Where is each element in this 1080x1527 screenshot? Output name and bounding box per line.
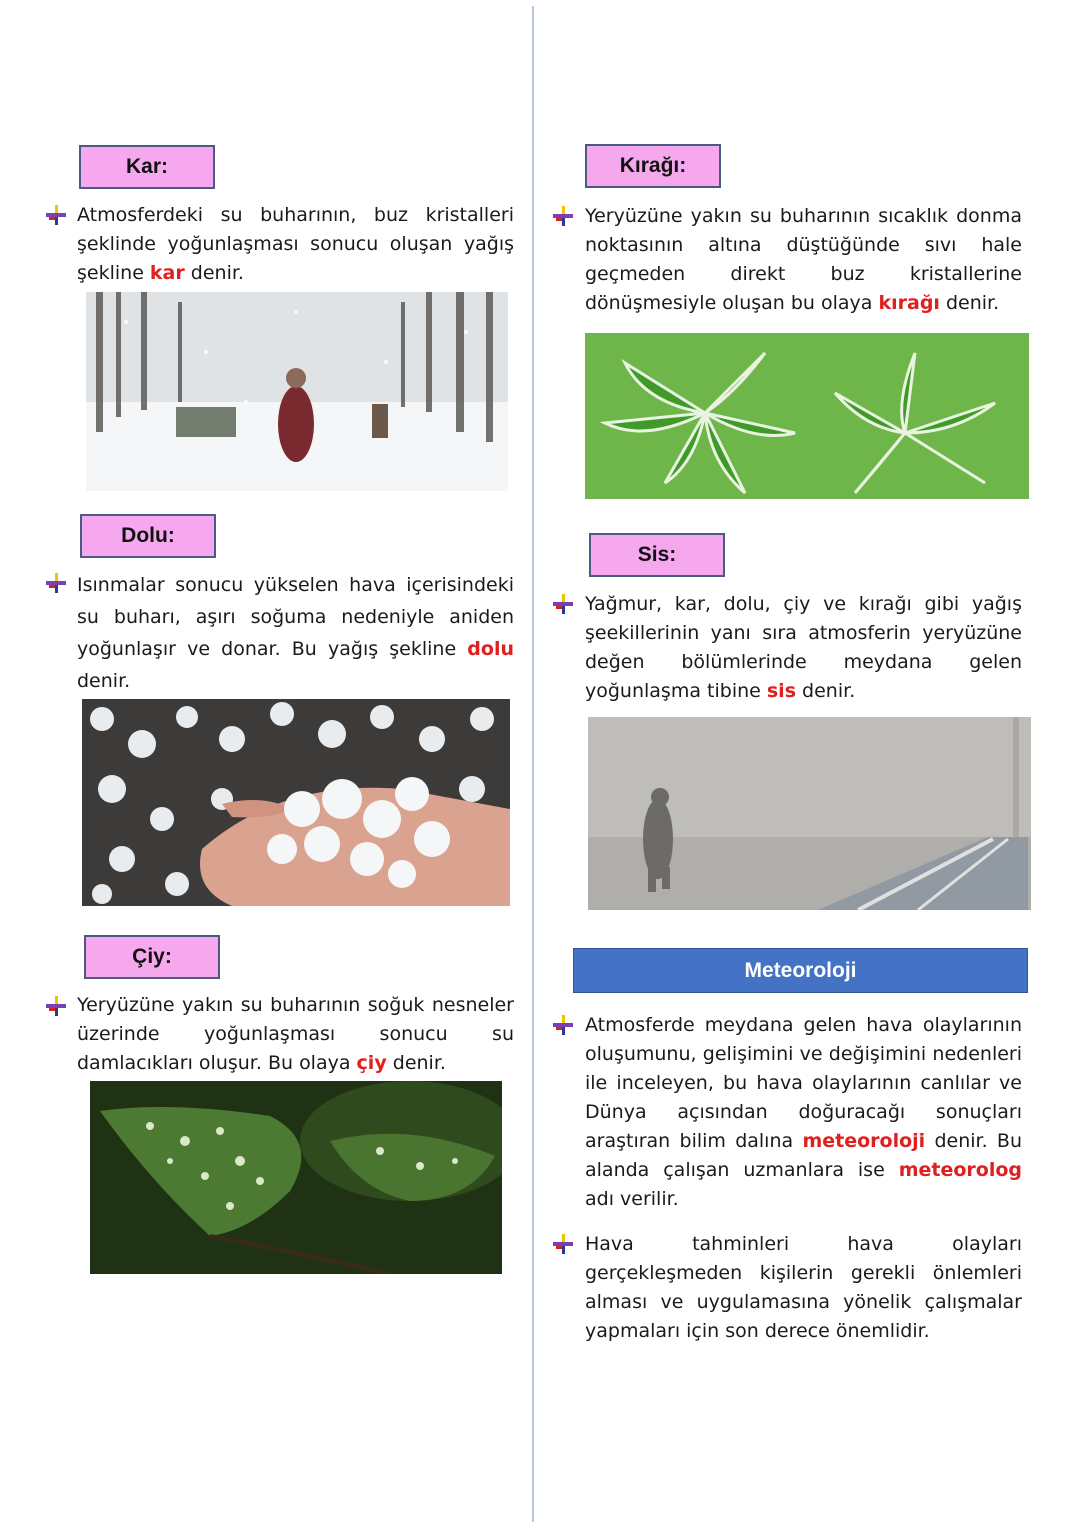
meteoroloji-banner — [573, 948, 1028, 993]
kiragi-title: Kırağı: — [619, 154, 687, 177]
ciy-paragraph: Yeryüzüne yakın su buharının soğuk nesneler üzerinde yoğunlaşması sonucu su damlacıkları oluşur. Bu olaya çiy denir. — [77, 994, 514, 1074]
bullet-icon — [45, 995, 67, 1017]
dolu-label — [80, 514, 216, 558]
bullet-icon — [552, 1233, 574, 1255]
sis-title: Sis: — [637, 543, 677, 566]
dolu-title: Dolu: — [121, 524, 175, 547]
column-divider — [532, 6, 534, 1522]
kar-paragraph: Atmosferdeki su buharının, buz kristalleri şeklinde yoğunlaşması sonucu oluşan yağış şekline kar denir. — [77, 204, 514, 284]
bullet-icon — [552, 593, 574, 615]
bullet-icon — [552, 205, 574, 227]
kar-label — [79, 145, 215, 189]
bullet-icon — [552, 1014, 574, 1036]
kar-title: Kar: — [125, 155, 168, 178]
sis-paragraph: Yağmur, kar, dolu, çiy ve kırağı gibi yağış şeekillerinin yanı sıra atmosferin yeryüzüne değen bölümlerinde meydana gelen yoğunlaşma tibine sis denir. — [585, 593, 1022, 702]
kar-photo — [86, 292, 508, 491]
bullet-icon — [45, 204, 67, 226]
dolu-photo — [82, 699, 510, 906]
sis-label — [589, 533, 725, 577]
ciy-title: Çiy: — [132, 945, 172, 968]
meteoroloji-paragraph-1: Atmosferde meydana gelen hava olaylarının oluşumunu, gelişimini ve değişimini nedenleri ile inceleyen, bu hava olaylarının canlılar ve Dünya açısından doğuracağı sonuçları araştıran bilim dalına meteoroloji denir. Bu alanda çalışan uzmanlara ise meteorolog adı verilir. — [585, 1014, 1022, 1210]
bullet-icon — [45, 572, 67, 594]
kiragi-photo — [585, 333, 1029, 499]
sis-photo — [588, 717, 1031, 910]
ciy-label — [84, 935, 220, 979]
kiragi-label — [585, 144, 721, 188]
meteoroloji-paragraph-2: Hava tahminleri hava olayları gerçekleşmeden kişilerin gerekli önlemleri alması ve uygulamasına yönelik çalışmalar yapmaları için son derece önemlidir. — [585, 1233, 1022, 1342]
ciy-photo — [90, 1081, 502, 1274]
kiragi-paragraph: Yeryüzüne yakın su buharının sıcaklık donma noktasının altına düştüğünde sıvı hale geçmeden direkt buz kristallerine dönüşmesiyle oluşan bu olaya kırağı denir. — [585, 205, 1022, 314]
meteoroloji-title: Meteoroloji — [744, 958, 857, 982]
dolu-paragraph: Isınmalar sonucu yükselen hava içerisindeki su buharı, aşırı soğuma nedeniyle aniden yoğunlaşır ve donar. Bu yağış şekline dolu denir. — [77, 574, 514, 692]
